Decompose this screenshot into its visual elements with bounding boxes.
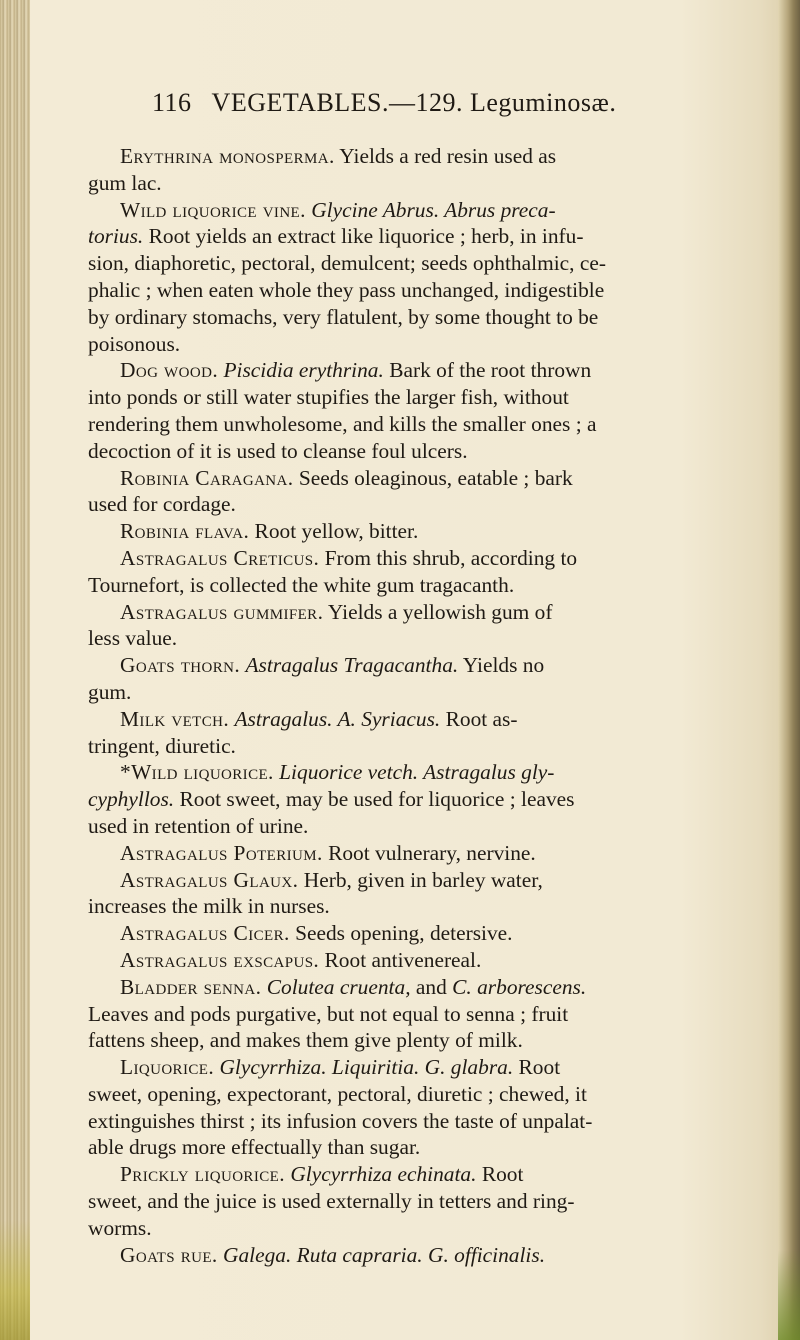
text-line [88,813,710,840]
text-line [88,867,710,894]
entry-text: decoction of it is used to cleanse foul ulcers. [88,438,468,463]
text-line [88,974,710,1001]
entry-text: Tournefort, is collected the white gum tragacanth. [88,572,515,597]
text-line [88,733,710,760]
text-line [88,518,710,545]
page-binding-edge [0,0,30,1340]
entry-text: gum lac. [88,170,162,195]
entry-text: sweet, opening, expectorant, pectoral, diuretic ; chewed, it [88,1081,587,1106]
entry-heading: Astragalus Creticus. [120,545,320,570]
entry-text: sion, diaphoretic, pectoral, demulcent; seeds ophthalmic, ce- [88,251,606,276]
entry-text: sweet, and the juice is used externally in tetters and ring- [88,1189,575,1214]
entry-text: Root sweet, may be used for liquorice ; leaves [174,787,575,812]
entry-text: Leaves and pods purgative, but not equal to senna ; fruit [88,1001,569,1026]
entry-heading: Bladder senna. [120,974,262,999]
entry-text: by ordinary stomachs, very flatulent, by some thought to be [88,304,599,329]
entry-text: Seeds oleaginous, eatable ; bark [293,465,573,490]
page-edge-stain [0,1220,30,1340]
entry-robinia-caragana [88,465,710,519]
entry-robinia-flava [88,518,710,545]
text-line [88,599,710,626]
botanical-name: torius. [88,224,144,249]
text-line [88,250,710,277]
text-line [88,1134,710,1161]
entry-text: into ponds or still water stupifies the larger fish, without [88,385,569,410]
entry-text: Root vulnerary, nervine. [322,840,536,865]
entry-heading: Astragalus Poterium. [120,840,323,865]
botanical-name: Astragalus. A. Syriacus. [234,706,441,731]
entry-text: Root [513,1055,561,1080]
botanical-name: cyphyllos. [88,787,175,812]
entry-heading: Milk vetch. [120,706,230,731]
entry-goats-thorn [88,652,710,706]
entry-astragalus-gummifer [88,599,710,653]
text-line [88,920,710,947]
entry-text: used in retention of urine. [88,813,309,838]
entry-heading: Astragalus exscapus. [120,947,320,972]
text-line [88,384,710,411]
entry-text: and [410,974,453,999]
page-number: 116 [152,88,192,117]
entry-text: Herb, given in barley water, [298,867,543,892]
entry-astragalus-exscapus [88,947,710,974]
entry-wild-liquorice [88,759,710,839]
entry-milk-vetch [88,706,710,760]
entry-heading: Prickly liquorice. [120,1162,285,1187]
entry-wild-liquorice-vine [88,197,710,358]
entry-text: worms. [88,1215,152,1240]
text-line [88,491,710,518]
botanical-name: Astragalus Tragacantha. [245,653,459,678]
text-line [88,1108,710,1135]
text-line [88,652,710,679]
text-line [88,1242,710,1269]
text-line [88,465,710,492]
page-edge-stain-right [778,1250,800,1340]
entry-text: gum. [88,679,132,704]
text-line [88,277,710,304]
entry-text: Yields a yellowish gum of [323,599,553,624]
entry-text: less value. [88,626,178,651]
botanical-name: Glycine Abrus. Abrus preca- [311,197,556,222]
entry-text: able drugs more effectually than sugar. [88,1135,421,1160]
entry-erythrina [88,143,710,197]
entry-liquorice [88,1054,710,1161]
entry-text: Root yellow, bitter. [249,519,419,544]
text-line [88,331,710,358]
entry-text: Seeds opening, detersive. [289,921,513,946]
entry-heading: Goats rue. [120,1242,218,1267]
text-line [88,143,710,170]
text-line [88,357,710,384]
entry-astragalus-cicer [88,920,710,947]
entry-text: rendering them unwholesome, and kills the smaller ones ; a [88,411,597,436]
entry-text: Yields no [458,653,545,678]
botanical-name: Colutea cruenta, [266,974,411,999]
entry-heading: Liquorice. [120,1055,215,1080]
entry-heading: Robinia flava. [120,519,250,544]
entry-text: Root as- [440,706,518,731]
text-line [88,625,710,652]
entry-goats-rue [88,1242,710,1269]
entries-text [88,143,710,1268]
text-line [88,170,710,197]
entry-text: increases the milk in nurses. [88,894,330,919]
entry-heading: Astragalus Glaux. [120,867,299,892]
entry-text: Root yields an extract like liquorice ; herb, in infu- [143,224,584,249]
entry-text: From this shrub, according to [319,545,578,570]
text-line [88,706,710,733]
entry-text: used for cordage. [88,492,236,517]
text-line [88,1161,710,1188]
text-line [88,1215,710,1242]
entry-text: tringent, diuretic. [88,733,236,758]
text-line [88,840,710,867]
text-line [88,304,710,331]
botanical-name: Glycyrrhiza. Liquiritia. G. glabra. [219,1055,514,1080]
botanical-name: Liquorice vetch. Astragalus gly- [279,760,555,785]
botanical-name: C. arborescens. [452,974,587,999]
entry-bladder-senna [88,974,710,1054]
running-title: VEGETABLES.—129. Leguminosæ. [211,88,617,117]
text-line [88,411,710,438]
entry-text: poisonous. [88,331,181,356]
botanical-name: Galega. Ruta capraria. G. officinalis. [223,1242,546,1267]
entry-text: Bark of the root thrown [383,358,592,383]
entry-text: Root antivenereal. [319,947,482,972]
entry-heading: Astragalus gummifer. [120,599,324,624]
entry-heading: Dog wood. [120,358,219,383]
text-line [88,572,710,599]
entry-heading: Goats thorn. [120,653,241,678]
entry-text: Root [476,1162,524,1187]
text-line [88,197,710,224]
text-line [88,786,710,813]
text-line [88,223,710,250]
text-line [88,545,710,572]
entry-prickly-liquorice [88,1161,710,1241]
text-line [88,438,710,465]
page-right-edge [778,0,800,1340]
text-line [88,1188,710,1215]
entry-astragalus-creticus [88,545,710,599]
text-line [88,1027,710,1054]
botanical-name: Piscidia erythrina. [223,358,384,383]
entry-heading: Astragalus Cicer. [120,921,290,946]
entry-heading: Robinia Caragana. [120,465,294,490]
entry-astragalus-glaux [88,867,710,921]
entry-text: Yields a red resin used as [334,144,557,168]
botanical-name: Glycyrrhiza echinata. [290,1162,477,1187]
running-header [152,88,712,128]
text-line [88,1081,710,1108]
text-line [88,1054,710,1081]
text-line [88,759,710,786]
entry-heading: Wild liquorice vine. [120,197,306,222]
text-line [88,1001,710,1028]
entry-dog-wood [88,357,710,464]
text-line [88,679,710,706]
entry-text: extinguishes thirst ; its infusion covers the taste of unpalat- [88,1108,593,1133]
entry-text: fattens sheep, and makes them give plenty of milk. [88,1028,523,1053]
text-line [88,947,710,974]
entry-heading: Erythrina monosperma. [120,144,335,168]
entry-heading: *Wild liquorice. [120,760,274,785]
entry-text: phalic ; when eaten whole they pass unchanged, indigestible [88,277,605,302]
entry-astragalus-poterium [88,840,710,867]
text-line [88,893,710,920]
